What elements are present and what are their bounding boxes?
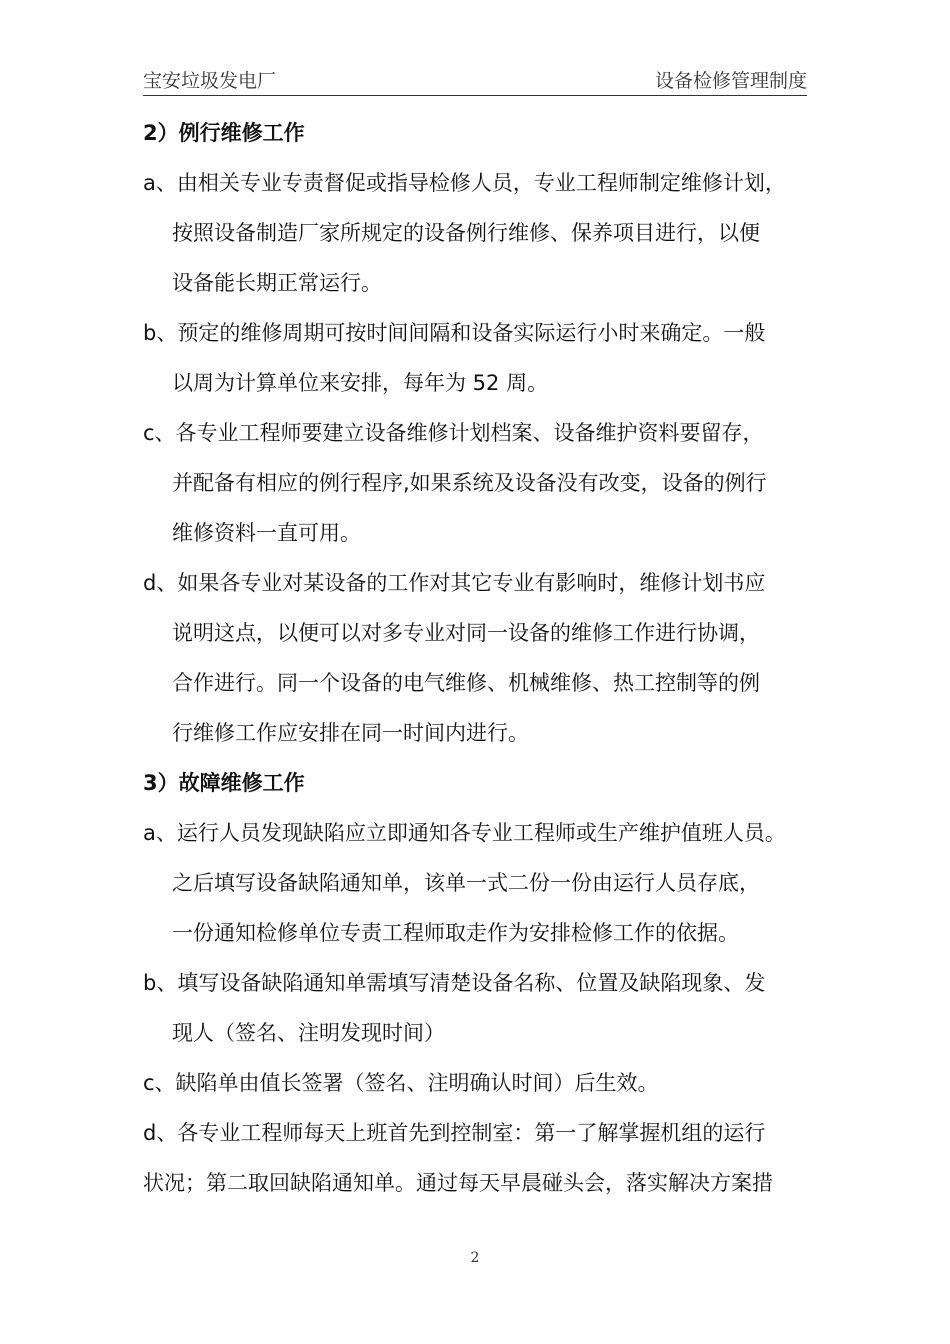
section-heading-routine-maintenance: 2）例行维修工作 (143, 121, 305, 145)
paragraph-line: b、预定的维修周期可按时间间隔和设备实际运行小时来确定。一般 (143, 321, 766, 345)
paragraph-line: 行维修工作应安排在同一时间内进行。 (172, 721, 529, 745)
section-heading-fault-maintenance: 3）故障维修工作 (143, 771, 305, 795)
document-body (143, 108, 811, 1208)
list-item-fault-d (143, 1108, 811, 1208)
paragraph-line: 说明这点，以便可以对多专业对同一设备的维修工作进行协调， (172, 621, 760, 645)
page-number: 2 (470, 1250, 480, 1266)
list-item-routine-a (143, 158, 811, 308)
list-item-routine-c (143, 408, 811, 558)
paragraph-line: 设备能长期正常运行。 (172, 271, 382, 295)
list-item-fault-b (143, 958, 811, 1058)
paragraph-line: 状况；第二取回缺陷通知单。通过每天早晨碰头会，落实解决方案措 (143, 1171, 773, 1195)
paragraph-line: c、缺陷单由值长签署（签名、注明确认时间）后生效。 (143, 1071, 659, 1095)
paragraph-line: 以周为计算单位来安排，每年为 52 周。 (172, 371, 549, 395)
paragraph-line: d、如果各专业对某设备的工作对其它专业有影响时，维修计划书应 (143, 571, 766, 595)
paragraph-line: 合作进行。同一个设备的电气维修、机械维修、热工控制等的例 (172, 671, 760, 695)
list-item-fault-c (143, 1058, 811, 1108)
list-item-routine-b (143, 308, 811, 408)
list-item-fault-a (143, 808, 811, 958)
paragraph-line: 一份通知检修单位专责工程师取走作为安排检修工作的依据。 (172, 921, 739, 945)
paragraph-line: d、各专业工程师每天上班首先到控制室：第一了解掌握机组的运行 (143, 1121, 766, 1145)
paragraph-line: 维修资料一直可用。 (172, 521, 361, 545)
paragraph-line: 之后填写设备缺陷通知单，该单一式二份一份由运行人员存底， (172, 871, 760, 895)
paragraph-line: b、填写设备缺陷通知单需填写清楚设备名称、位置及缺陷现象、发 (143, 971, 766, 995)
header-divider (143, 95, 807, 96)
paragraph-line: a、运行人员发现缺陷应立即通知各专业工程师或生产维护值班人员。 (143, 821, 786, 845)
paragraph-line: 现人（签名、注明发现时间） (172, 1021, 445, 1045)
paragraph-line: a、由相关专业专责督促或指导检修人员，专业工程师制定维修计划， (143, 171, 786, 195)
paragraph-line: c、各专业工程师要建立设备维修计划档案、设备维护资料要留存， (143, 421, 764, 445)
list-item-routine-d (143, 558, 811, 758)
paragraph-line: 并配备有相应的例行程序,如果系统及设备没有改变，设备的例行 (172, 471, 767, 495)
paragraph-line: 按照设备制造厂家所规定的设备例行维修、保养项目进行，以便 (172, 221, 760, 245)
header-document-title: 设备检修管理制度 (654, 70, 807, 92)
header-company-name: 宝安垃圾发电厂 (143, 70, 277, 92)
